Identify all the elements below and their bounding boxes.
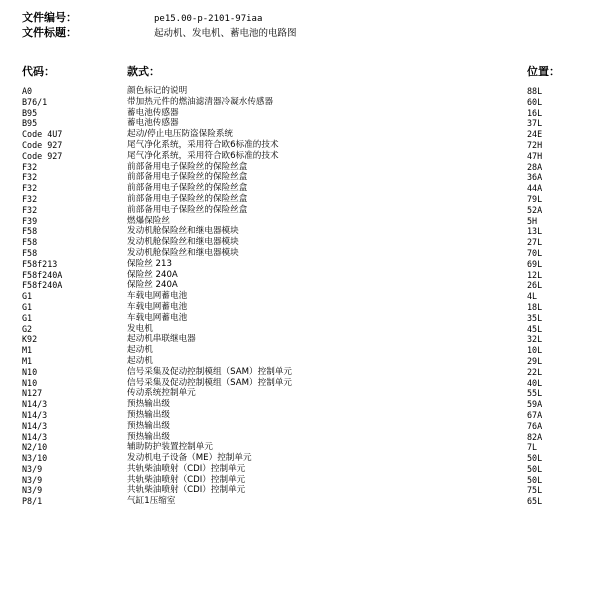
cell-position: 79L (527, 193, 543, 204)
cell-code: N14/3 (22, 409, 48, 420)
cell-position: 75L (527, 485, 543, 496)
cell-code: N3/9 (22, 474, 43, 485)
table-row (0, 237, 602, 248)
cell-code: F58 (22, 247, 38, 258)
cell-code: M1 (22, 355, 33, 366)
cell-code: N3/10 (22, 453, 48, 464)
table-row (0, 291, 602, 302)
table-row (0, 172, 602, 183)
cell-description: 预热输出级 (127, 420, 170, 431)
table-row (0, 129, 602, 140)
table-row (0, 464, 602, 475)
cell-code: N127 (22, 388, 43, 399)
cell-description: 共轨柴油喷射（CDI）控制单元 (127, 474, 246, 485)
cell-code: N10 (22, 366, 38, 377)
cell-position: 37L (527, 118, 543, 129)
cell-position: 29L (527, 355, 543, 366)
cell-position: 22L (527, 366, 543, 377)
cell-position: 69L (527, 258, 543, 269)
table-row (0, 248, 602, 259)
cell-description: 发动机舱保险丝和继电器模块 (127, 226, 239, 237)
table-row (0, 183, 602, 194)
cell-position: 47H (527, 150, 543, 161)
cell-position: 52A (527, 204, 543, 215)
table-row (0, 345, 602, 356)
cell-description: 发动机电子设备（ME）控制单元 (127, 453, 252, 464)
table-row (0, 334, 602, 345)
cell-code: G2 (22, 323, 33, 334)
table-row (0, 151, 602, 162)
cell-description: 前部备用电子保险丝的保险丝盒 (127, 172, 248, 183)
table-row (0, 108, 602, 119)
cell-code: N3/9 (22, 463, 43, 474)
cell-position: 24E (527, 129, 543, 140)
cell-code: F32 (22, 172, 38, 183)
cell-position: 59A (527, 399, 543, 410)
cell-position: 18L (527, 301, 543, 312)
table-row (0, 97, 602, 108)
cell-description: 尾气净化系统，采用符合欧6标准的技术 (127, 139, 279, 150)
cell-description: 起动机串联继电器 (127, 334, 196, 345)
cell-position: 72H (527, 139, 543, 150)
table-row (0, 356, 602, 367)
cell-description: 尾气净化系统，采用符合欧6标准的技术 (127, 150, 279, 161)
cell-position: 36A (527, 172, 543, 183)
cell-position: 70L (527, 247, 543, 258)
cell-description: 前部备用电子保险丝的保险丝盒 (127, 161, 248, 172)
cell-code: Code 4U7 (22, 129, 63, 140)
table-row (0, 421, 602, 432)
cell-description: 起动机 (127, 355, 153, 366)
cell-code: F32 (22, 161, 38, 172)
table-row (0, 216, 602, 227)
table-row (0, 86, 602, 97)
cell-code: Code 927 (22, 150, 63, 161)
cell-code: F58f240A (22, 280, 63, 291)
cell-position: 5H (527, 215, 538, 226)
cell-code: B76/1 (22, 96, 48, 107)
cell-code: G1 (22, 301, 33, 312)
cell-position: 50L (527, 453, 543, 464)
cell-code: F32 (22, 193, 38, 204)
column-header-code: 代码： (22, 65, 55, 78)
cell-position: 7L (527, 442, 538, 453)
table-row (0, 226, 602, 237)
cell-code: F32 (22, 204, 38, 215)
table-row (0, 410, 602, 421)
cell-position: 4L (527, 291, 538, 302)
component-table (0, 86, 602, 507)
cell-code: N3/9 (22, 485, 43, 496)
cell-code: F32 (22, 183, 38, 194)
table-row (0, 378, 602, 389)
table-header (0, 65, 602, 79)
file-number-value: pe15.00-p-2101-97iaa (154, 13, 263, 24)
cell-position: 50L (527, 474, 543, 485)
cell-code: F58f240A (22, 269, 63, 280)
table-row (0, 205, 602, 216)
cell-position: 60L (527, 96, 543, 107)
cell-description: 预热输出级 (127, 399, 170, 410)
cell-description: 前部备用电子保险丝的保险丝盒 (127, 183, 248, 194)
cell-position: 88L (527, 86, 543, 96)
cell-code: A0 (22, 86, 33, 96)
cell-position: 44A (527, 183, 543, 194)
cell-code: G1 (22, 291, 33, 302)
cell-description: 前部备用电子保险丝的保险丝盒 (127, 193, 248, 204)
table-row (0, 118, 602, 129)
cell-description: 保险丝 213 (127, 258, 172, 269)
cell-description: 共轨柴油喷射（CDI）控制单元 (127, 485, 246, 496)
cell-position: 45L (527, 323, 543, 334)
table-row (0, 485, 602, 496)
cell-code: F58 (22, 237, 38, 248)
cell-position: 55L (527, 388, 543, 399)
cell-description: 共轨柴油喷射（CDI）控制单元 (127, 463, 246, 474)
table-row (0, 388, 602, 399)
table-row (0, 302, 602, 313)
cell-description: 起动/停止电压防盗保险系统 (127, 129, 234, 140)
cell-description: 传动系统控制单元 (127, 388, 196, 399)
cell-position: 32L (527, 334, 543, 345)
cell-position: 27L (527, 237, 543, 248)
cell-description: 发电机 (127, 323, 153, 334)
table-row (0, 270, 602, 281)
cell-code: B95 (22, 118, 38, 129)
table-row (0, 280, 602, 291)
cell-description: 颜色标记的说明 (127, 86, 188, 96)
cell-position: 12L (527, 269, 543, 280)
file-number-label: 文件编号： (22, 11, 77, 24)
cell-code: F39 (22, 215, 38, 226)
cell-position: 40L (527, 377, 543, 388)
cell-position: 26L (527, 280, 543, 291)
cell-description: 蓄电池传感器 (127, 107, 179, 118)
cell-description: 发动机舱保险丝和继电器模块 (127, 247, 239, 258)
table-row (0, 399, 602, 410)
table-row (0, 432, 602, 443)
cell-code: M1 (22, 345, 33, 356)
table-row (0, 259, 602, 270)
table-row (0, 367, 602, 378)
cell-code: N14/3 (22, 420, 48, 431)
cell-description: 燃爆保险丝 (127, 215, 170, 226)
cell-description: 前部备用电子保险丝的保险丝盒 (127, 204, 248, 215)
cell-position: 65L (527, 496, 543, 507)
cell-position: 82A (527, 431, 543, 442)
cell-position: 13L (527, 226, 543, 237)
cell-code: P8/1 (22, 496, 43, 507)
table-row (0, 324, 602, 335)
cell-code: K92 (22, 334, 38, 345)
cell-position: 16L (527, 107, 543, 118)
table-row (0, 475, 602, 486)
table-row (0, 194, 602, 205)
file-title-value: 起动机、发电机、蓄电池的电路图 (154, 27, 297, 39)
table-row (0, 496, 602, 507)
table-row (0, 313, 602, 324)
cell-description: 车载电网蓄电池 (127, 312, 188, 323)
cell-code: N2/10 (22, 442, 48, 453)
cell-description: 车载电网蓄电池 (127, 291, 188, 302)
cell-code: N10 (22, 377, 38, 388)
cell-description: 起动机 (127, 345, 153, 356)
table-row (0, 140, 602, 151)
cell-description: 蓄电池传感器 (127, 118, 179, 129)
cell-description: 信号采集及促动控制模组（SAM）控制单元 (127, 377, 293, 388)
cell-code: N14/3 (22, 399, 48, 410)
cell-position: 67A (527, 409, 543, 420)
cell-description: 带加热元件的燃油滤清器冷凝水传感器 (127, 96, 274, 107)
table-row (0, 162, 602, 173)
table-row (0, 442, 602, 453)
cell-description: 气缸1压缩室 (127, 496, 176, 507)
cell-code: Code 927 (22, 139, 63, 150)
cell-code: N14/3 (22, 431, 48, 442)
cell-description: 辅助防护装置控制单元 (127, 442, 213, 453)
cell-position: 35L (527, 312, 543, 323)
cell-code: F58 (22, 226, 38, 237)
cell-code: F58f213 (22, 258, 58, 269)
cell-description: 信号采集及促动控制模组（SAM）控制单元 (127, 366, 293, 377)
column-header-description: 款式： (127, 65, 160, 78)
column-header-position: 位置： (527, 65, 560, 78)
cell-description: 发动机舱保险丝和继电器模块 (127, 237, 239, 248)
table-row (0, 453, 602, 464)
cell-description: 保险丝 240A (127, 280, 178, 291)
cell-position: 10L (527, 345, 543, 356)
file-title-label: 文件标题： (22, 26, 77, 39)
cell-description: 预热输出级 (127, 431, 170, 442)
cell-description: 保险丝 240A (127, 269, 178, 280)
cell-position: 28A (527, 161, 543, 172)
cell-code: B95 (22, 107, 38, 118)
cell-position: 76A (527, 420, 543, 431)
cell-position: 50L (527, 463, 543, 474)
cell-description: 预热输出级 (127, 409, 170, 420)
cell-description: 车载电网蓄电池 (127, 301, 188, 312)
cell-code: G1 (22, 312, 33, 323)
